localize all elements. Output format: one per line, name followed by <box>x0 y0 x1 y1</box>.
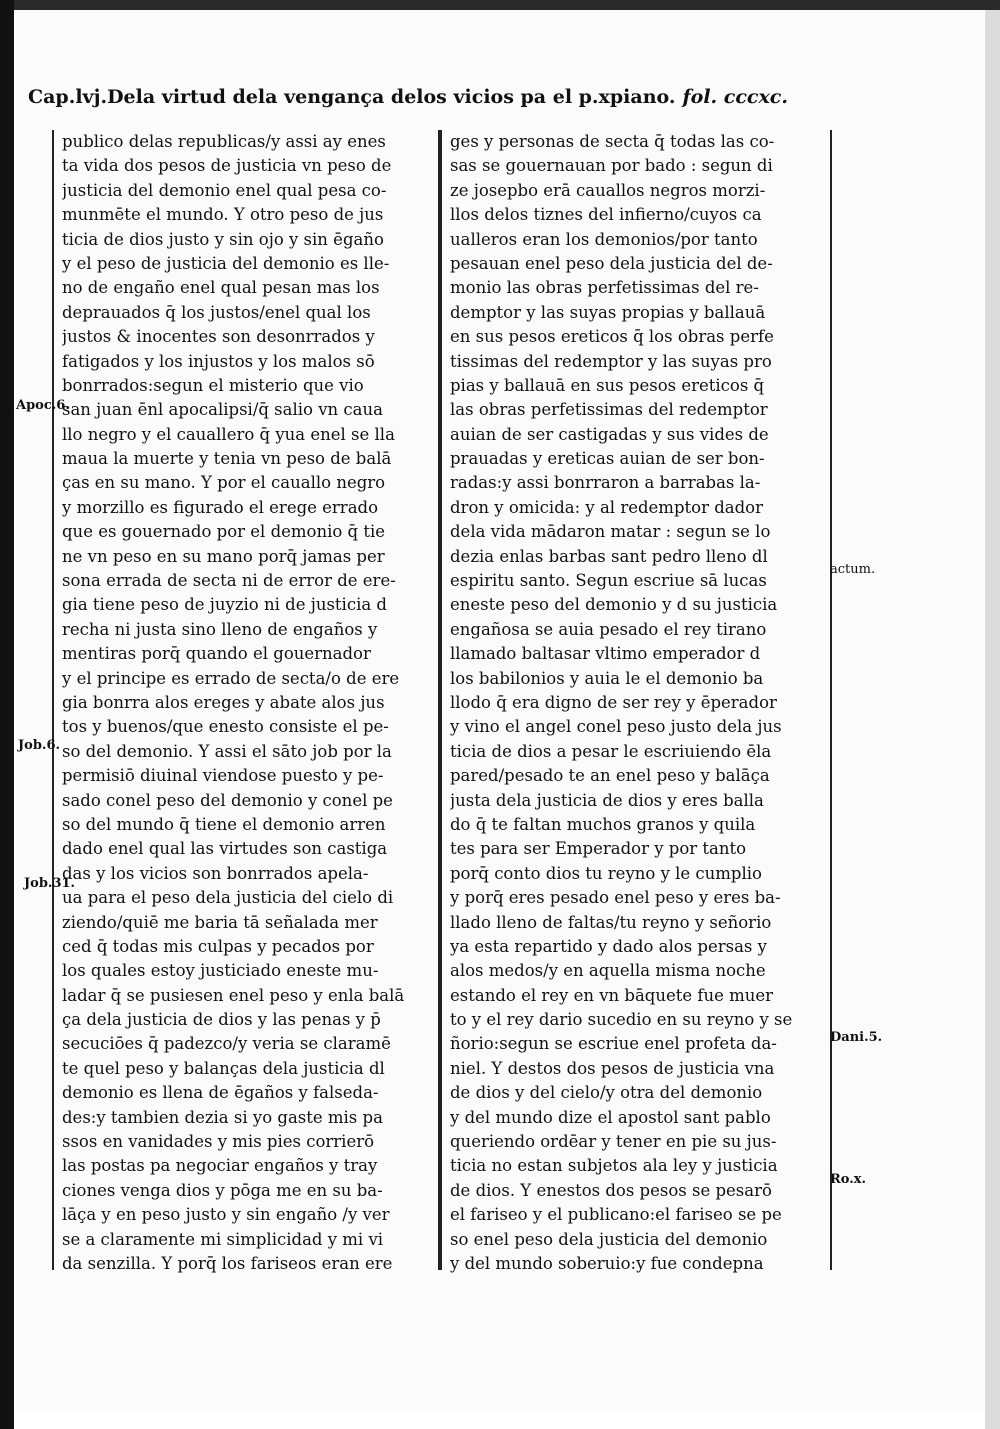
text-line: ça dela justicia de dios y las penas y p̄ <box>62 1010 381 1030</box>
text-line: so del mundo q̄ tiene el demonio arren <box>62 814 386 834</box>
text-line: do q̄ te faltan muchos granos y quila <box>450 814 756 834</box>
text-line: y el peso de justicia del demonio es lle- <box>62 253 390 273</box>
text-line: justos & inocentes son desonrrados y <box>62 327 375 347</box>
margin-note-apoc: Apoc.6. <box>16 398 70 413</box>
text-line: ua para el peso dela justicia del cielo di <box>62 888 394 908</box>
margin-note-ro: Ro.x. <box>830 1172 867 1187</box>
chapter-title: Cap.lvj.Dela virtud dela vengança delos vicios pa el p.xpiano. <box>28 86 676 108</box>
margin-note-job6: Job.6. <box>18 738 61 753</box>
text-line: dado enel qual las virtudes son castiga <box>62 839 388 859</box>
text-line: ssos en vanidades y mis pies corrierō <box>62 1132 375 1152</box>
text-line: publico delas republicas/y assi ay enes <box>62 132 386 151</box>
margin-note-actum: actum. <box>830 562 876 577</box>
text-line: monio las obras perfetissimas del re- <box>450 278 759 298</box>
text-line: ticia de dios a pesar le escriuiendo ēla <box>450 741 772 761</box>
text-line: ze josepbo erā cauallos negros morzi- <box>450 180 766 200</box>
text-line: justa dela justicia de dios y eres balla <box>450 790 764 810</box>
text-line: ya esta repartido y dado alos persas y <box>450 936 767 956</box>
text-line: los babilonios y auia le el demonio ba <box>450 668 764 688</box>
text-line: gia tiene peso de juyzio ni de justicia d <box>62 595 387 615</box>
text-line: y morzillo es figurado el erege errado <box>62 497 379 517</box>
margin-note-job31: Job.31. <box>24 876 76 891</box>
text-line: das y los vicios son bonrrados apela- <box>62 863 369 883</box>
text-line: y vino el angel conel peso justo dela jus <box>450 717 782 737</box>
text-line: deprauados q̄ los justos/enel qual los <box>62 302 371 322</box>
text-line: ziendo/quiē me baria tā señalada mer <box>62 912 378 932</box>
text-line: dela vida mādaron matar : segun se lo <box>450 522 771 542</box>
text-line: el fariseo y el publicano:el fariseo se pe <box>450 1205 782 1225</box>
text-line: llo negro y el cauallero q̄ yua enel se lla <box>62 424 395 444</box>
scan-left-edge <box>0 0 14 1429</box>
text-line: dezia enlas barbas sant pedro lleno dl <box>450 546 768 566</box>
text-line: ne vn peso en su mano porq̄ jamas per <box>62 546 385 566</box>
scan-top-edge <box>0 0 1000 10</box>
text-line: las obras perfetissimas del redemptor <box>450 400 768 420</box>
text-line: dron y omicida: y al redemptor dador <box>450 497 763 517</box>
text-line: y del mundo dize el apostol sant pablo <box>450 1107 771 1127</box>
text-line: fatigados y los injustos y los malos sō <box>62 351 375 371</box>
text-line: llos delos tiznes del infierno/cuyos ca <box>450 205 762 225</box>
text-line: queriendo ordēar y tener en pie su jus- <box>450 1132 777 1152</box>
text-line: llodo q̄ era digno de ser rey y ēperador <box>450 692 777 712</box>
text-line: so enel peso dela justicia del demonio <box>450 1229 768 1249</box>
text-line: so del demonio. Y assi el sāto job por la <box>62 741 392 761</box>
text-line: ticia no estan subjetos ala ley y justicia <box>450 1156 778 1176</box>
text-line: sona errada de secta ni de error de ere- <box>62 571 396 591</box>
text-line: bonrrados:segun el misterio que vio <box>62 375 364 395</box>
text-line: alos medos/y en aquella misma noche <box>450 961 766 981</box>
text-line: gia bonrra alos ereges y abate alos jus <box>62 692 385 712</box>
text-line: ticia de dios justo y sin ojo y sin ēgaño <box>62 229 384 249</box>
text-line: permisiō diuinal viendose puesto y pe- <box>62 766 384 786</box>
running-head <box>28 86 788 122</box>
page-shadow <box>985 10 1000 1429</box>
text-line: ladar q̄ se pusiesen enel peso y enla balā <box>62 985 405 1005</box>
left-text-column <box>52 130 440 1273</box>
text-line: demonio es llena de ēgaños y falseda- <box>62 1083 379 1103</box>
text-line: auian de ser castigadas y sus vides de <box>450 424 769 444</box>
text-line: tes para ser Emperador y por tanto <box>450 839 747 859</box>
text-line: pesauan enel peso dela justicia del de- <box>450 253 773 273</box>
text-line: los quales estoy justiciado eneste mu- <box>62 961 379 981</box>
text-line: pias y ballauā en sus pesos ereticos q̄ <box>450 375 765 395</box>
margin-note-dani: Dani.5. <box>830 1030 883 1045</box>
text-line: des:y tambien dezia si yo gaste mis pa <box>62 1107 383 1127</box>
text-line: ta vida dos pesos de justicia vn peso de <box>62 156 392 176</box>
text-line: ças en su mano. Y por el cauallo negro <box>62 473 386 493</box>
text-line: porq̄ conto dios tu reyno y le cumplio <box>450 863 762 883</box>
text-line: maua la muerte y tenia vn peso de balā <box>62 449 392 469</box>
text-line: sado conel peso del demonio y conel pe <box>62 790 393 810</box>
text-line: engañosa se auia pesado el rey tirano <box>450 619 767 639</box>
text-line: ciones venga dios y pōga me en su ba- <box>62 1180 383 1200</box>
text-line: niel. Y destos dos pesos de justicia vna <box>450 1058 775 1078</box>
text-line: tos y buenos/que enesto consiste el pe- <box>62 717 389 737</box>
text-line: pared/pesado te an enel peso y balāça <box>450 766 770 786</box>
text-line: to y el rey dario sucedio en su reyno y se <box>450 1010 793 1030</box>
text-line: y porq̄ eres pesado enel peso y eres ba- <box>450 888 781 908</box>
text-line: en sus pesos ereticos q̄ los obras perfe <box>450 327 774 347</box>
text-line: san juan ēnl apocalipsi/q̄ salio vn caua <box>62 400 383 420</box>
text-line: eneste peso del demonio y d su justicia <box>450 595 778 615</box>
right-text-column <box>440 130 832 1273</box>
text-line: las postas pa negociar engaños y tray <box>62 1156 378 1176</box>
text-line: llado lleno de faltas/tu reyno y señorio <box>450 912 772 932</box>
text-line: ges y personas de secta q̄ todas las co- <box>450 132 775 151</box>
text-line: demptor y las suyas propias y ballauā <box>450 302 766 322</box>
text-line: recha ni justa sino lleno de engaños y <box>62 619 378 639</box>
text-line: llamado baltasar vltimo emperador d <box>450 644 761 664</box>
text-line: mentiras porq̄ quando el gouernador <box>62 644 371 664</box>
text-line: estando el rey en vn bāquete fue muer <box>450 985 774 1005</box>
text-line: sas se gouernauan por bado : segun di <box>450 156 773 176</box>
text-line: ced q̄ todas mis culpas y pecados por <box>62 936 374 956</box>
text-line: da senzilla. Y porq̄ los fariseos eran ere <box>62 1253 393 1273</box>
text-line: prauadas y ereticas auian de ser bon- <box>450 449 765 469</box>
text-line: secuciōes q̄ padezco/y veria se claramē <box>62 1034 391 1054</box>
text-line: se a claramente mi simplicidad y mi vi <box>62 1229 384 1249</box>
folio-number: fol. cccxc. <box>682 86 788 108</box>
text-line: de dios y del cielo/y otra del demonio <box>450 1083 763 1103</box>
text-line: radas:y assi bonrraron a barrabas la- <box>450 473 761 493</box>
text-line: munmēte el mundo. Y otro peso de jus <box>62 205 384 225</box>
text-line: ualleros eran los demonios/por tanto <box>450 229 758 249</box>
text-line: te quel peso y balanças dela justicia dl <box>62 1058 385 1078</box>
text-line: tissimas del redemptor y las suyas pro <box>450 351 772 371</box>
text-line: lāça y en peso justo y sin engaño /y ver <box>62 1205 390 1225</box>
text-line: que es gouernado por el demonio q̄ tie <box>62 522 386 542</box>
text-line: ñorio:segun se escriue enel profeta da- <box>450 1034 777 1054</box>
text-line: justicia del demonio enel qual pesa co- <box>62 180 387 200</box>
text-line: espiritu santo. Segun escriue sā lucas <box>450 571 767 591</box>
text-line: y del mundo soberuio:y fue condepna <box>450 1253 764 1273</box>
text-line: de dios. Y enestos dos pesos se pesarō <box>450 1180 772 1200</box>
text-line: y el principe es errado de secta/o de ere <box>62 668 400 688</box>
text-line: no de engaño enel qual pesan mas los <box>62 278 380 298</box>
